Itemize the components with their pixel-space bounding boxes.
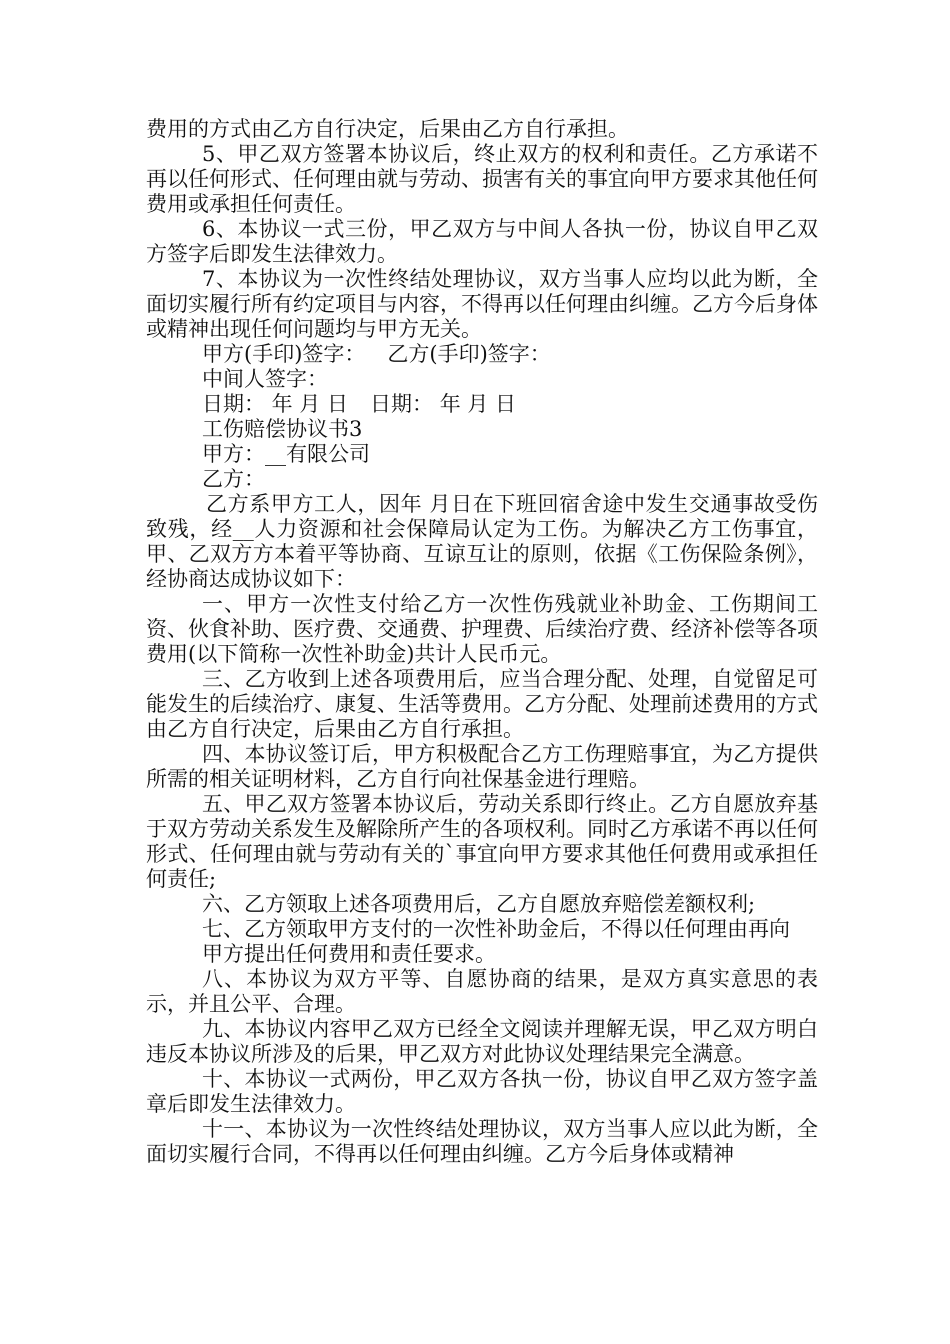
clause-three: 三、乙方收到上述各项费用后，应当合理分配、处理，自觉留足可能发生的后续治疗、康复、生活等费用。乙方分配、处理前述费用的方式由乙方自行决定，后果由乙方自行承担。 [146,667,818,741]
clause-four: 四、本协议签订后，甲方积极配合乙方工伤理赔事宜，为乙方提供所需的相关证明材料，乙方自行向社保基金进行理赔。 [146,742,818,791]
clause-eleven: 十一、本协议为一次性终结处理协议，双方当事人应以此为断，全面切实履行合同，不得再以任何理由纠缠。乙方今后身体或精神 [146,1117,818,1166]
party-a-line: 甲方：__有限公司 [202,442,370,466]
section-title: 工伤赔偿协议书3 [202,417,363,441]
clause-five: 五、甲乙双方签署本协议后，劳动关系即行终止。乙方自愿放弃基于双方劳动关系发生及解除所产生的各项权利。同时乙方承诺不再以任何形式、任何理由就与劳动有关的`事宜向甲方要求其他任何费用或承担任何责任; [146,792,818,891]
clause-eight: 八、本协议为双方平等、自愿协商的结果，是双方真实意思的表示，并且公平、合理。 [146,967,818,1016]
clause-7: 7、本协议为一次性终结处理协议，双方当事人应均以此为断，全面切实履行所有约定项目与内容，不得再以任何理由纠缠。乙方今后身体或精神出现任何问题均与甲方无关。 [146,267,818,341]
middleman-signature-label: 中间人签字： [202,367,328,391]
clause-nine: 九、本协议内容甲乙双方已经全文阅读并理解无误，甲乙双方明白违反本协议所涉及的后果，甲乙双方对此协议处理结果完全满意。 [146,1017,818,1066]
party-b-signature-label: 乙方(手印)签字： [387,342,551,366]
signature-row [146,342,818,367]
clause-ten: 十、本协议一式两份，甲乙双方各执一份，协议自甲乙双方签字盖章后即发生法律效力。 [146,1067,818,1116]
party-b-line: 乙方： [202,467,265,491]
date-b: 日期： 年 月 日 [370,392,517,416]
clause-six: 六、乙方领取上述各项费用后，乙方自愿放弃赔偿差额权利; [202,892,756,916]
clause-5: 5、甲乙双方签署本协议后，终止双方的权利和责任。乙方承诺不再以任何形式、任何理由就与劳动、损害有关的事宜向甲方要求其他任何费用或承担任何责任。 [146,142,818,216]
document-body [146,117,818,1167]
party-a-signature-label: 甲方(手印)签字： [202,342,366,366]
date-row [146,392,818,417]
paragraph-continuation: 费用的方式由乙方自行决定，后果由乙方自行承担。 [146,117,629,141]
clause-seven-continued: 甲方提出任何费用和责任要求。 [202,942,496,966]
intro-paragraph: 乙方系甲方工人，因年 月日在下班回宿舍途中发生交通事故受伤致残，经__人力资源和社会保障局认定为工伤。为解决乙方工伤事宜，甲、乙双方方本着平等协商、互谅互让的原则，依据《工伤保险条例》，经协商达成协议如下： [146,492,818,591]
clause-seven: 七、乙方领取甲方支付的一次性补助金后，不得以任何理由再向 [202,917,790,941]
clause-6: 6、本协议一式三份，甲乙双方与中间人各执一份，协议自甲乙双方签字后即发生法律效力。 [146,217,818,266]
clause-one: 一、甲方一次性支付给乙方一次性伤残就业补助金、工伤期间工资、伙食补助、医疗费、交通费、护理费、后续治疗费、经济补偿等各项费用(以下简称一次性补助金)共计人民币元。 [146,592,818,666]
date-a: 日期： 年 月 日 [202,392,349,416]
